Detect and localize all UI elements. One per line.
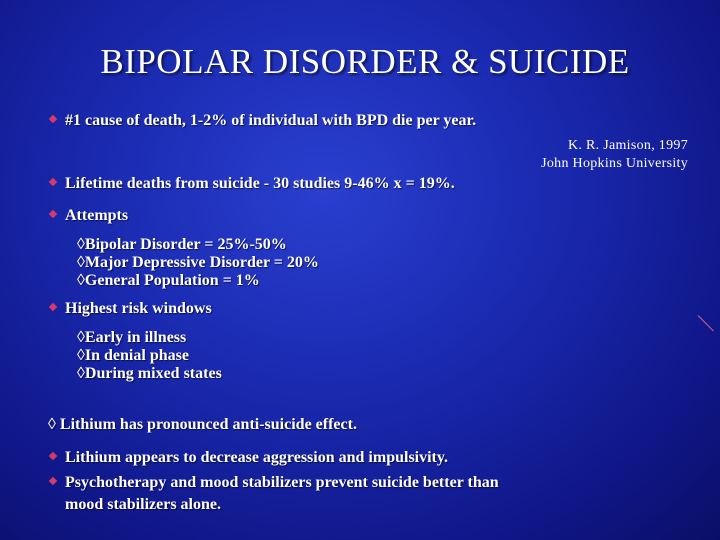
bullet-text: #1 cause of death, 1-2% of individual with BPD die per year.: [65, 112, 477, 129]
diamond-bullet-icon: [49, 210, 57, 218]
diamond-bullet-icon: [49, 477, 57, 485]
diamond-bullet-icon: [49, 452, 57, 460]
sub-item: ◊In denial phase: [77, 347, 189, 364]
lithium-note: ◊ Lithium has pronounced anti-suicide effect.: [48, 416, 357, 433]
diamond-bullet-icon: [49, 178, 57, 186]
citation: [541, 137, 688, 173]
bullet-attempts: [50, 207, 128, 225]
slide-title: BIPOLAR DISORDER & SUICIDE: [100, 42, 630, 81]
sub-item: ◊Bipolar Disorder = 25%-50%: [77, 236, 287, 253]
sub-item: ◊General Population = 1%: [77, 272, 260, 289]
diamond-bullet-icon: [49, 115, 57, 123]
bullet-highest-risk: [50, 300, 212, 318]
citation-author: K. R. Jamison, 1997: [567, 138, 688, 153]
citation-institution: John Hopkins University: [541, 156, 688, 171]
bullet-lifetime-deaths: [50, 175, 455, 193]
risk-sublist: [77, 329, 222, 383]
decorative-line: [698, 315, 714, 331]
attempts-sublist: [77, 236, 319, 290]
sub-item: ◊Major Depressive Disorder = 20%: [77, 254, 319, 271]
bullet-text: Attempts: [65, 207, 129, 224]
bullet-psychotherapy-continuation: mood stabilizers alone.: [65, 496, 221, 513]
sub-item: ◊During mixed states: [77, 365, 222, 382]
bullet-lithium-aggression: [50, 449, 448, 467]
diamond-bullet-icon: [49, 303, 57, 311]
bullet-psychotherapy: [50, 474, 499, 492]
bullet-text: Highest risk windows: [65, 300, 212, 317]
sub-item: ◊Early in illness: [77, 329, 187, 346]
bullet-text: Lithium appears to decrease aggression and impulsivity.: [65, 449, 448, 466]
bullet-text: Lifetime deaths from suicide - 30 studies 9-46% x = 19%.: [65, 175, 455, 192]
bullet-cause-of-death: [50, 112, 476, 130]
bullet-text: Psychotherapy and mood stabilizers prevent suicide better than: [65, 474, 499, 491]
